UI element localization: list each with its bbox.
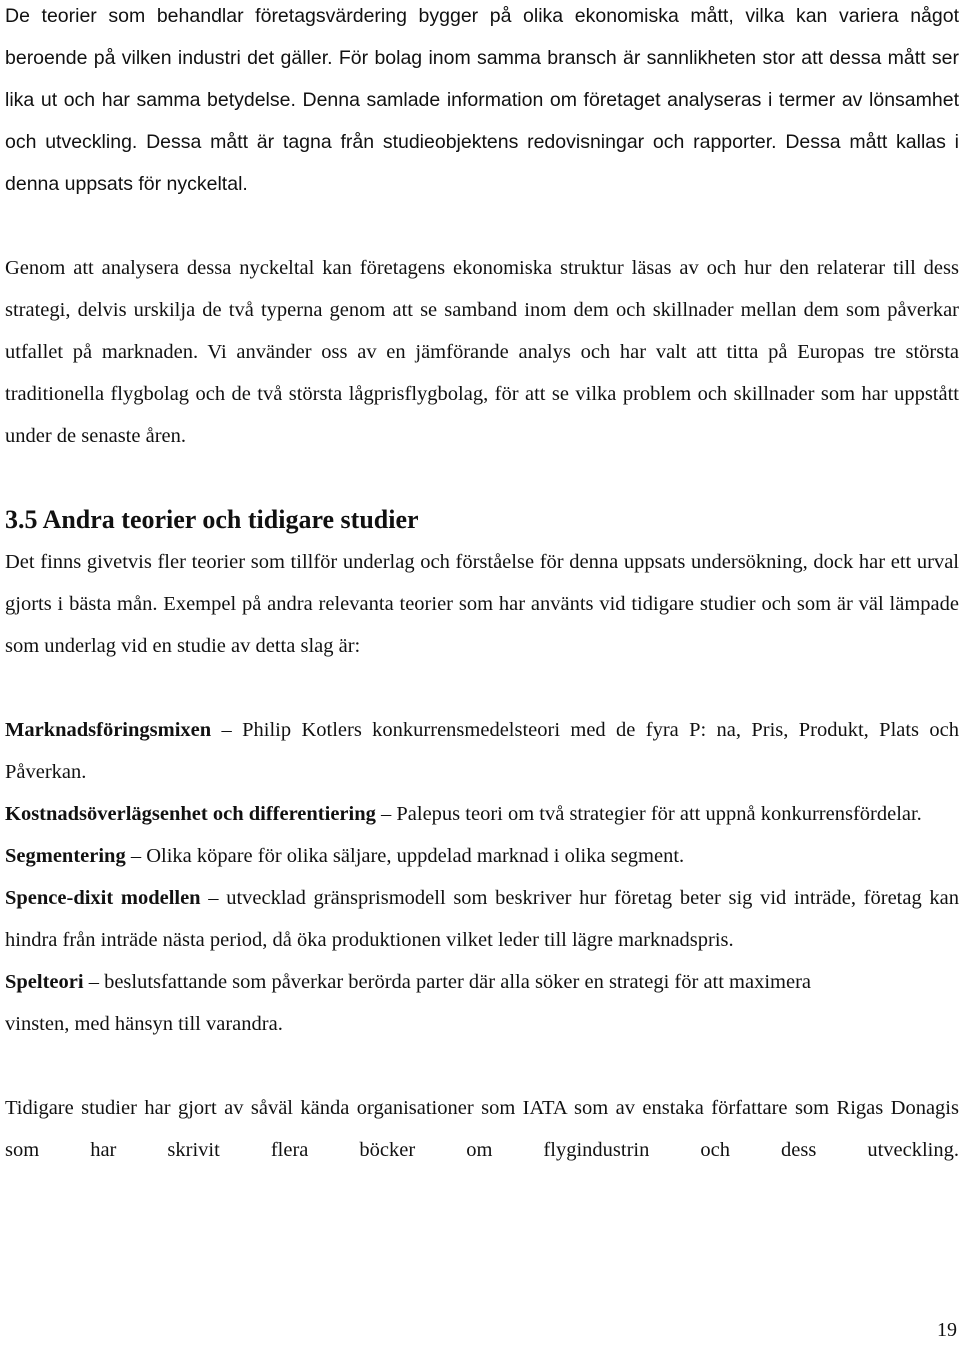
theory-term: Spelteori — [5, 971, 84, 993]
theory-term: Segmentering — [5, 845, 126, 867]
theory-description: – utvecklad gränsprismodell som beskriver hur företag beter sig vid inträde, företag kan hindra från inträde nästa period, då öka produktionen vilket leder till lägre marknadspris. — [5, 887, 959, 951]
section-heading: 3.5 Andra teorier och tidigare studier — [5, 505, 419, 534]
theory-item-segmentation — [5, 835, 959, 877]
theory-item-cost-differentiation — [5, 793, 959, 835]
theory-description: – Palepus teori om två strategier för att uppnå konkurrensfördelar. — [375, 803, 922, 825]
paragraph-previous-studies: Tidigare studier har gjort av såväl kända organisationer som IATA som av enstaka författare som Rigas Donagis som har skrivit flera böcker om flygindustrin och dess utveckling. — [5, 1097, 959, 1161]
theory-item-game-theory — [5, 961, 959, 1045]
theory-description: – beslutsfattande som påverkar berörda parter där alla söker en strategi för att maximera vinsten, med hänsyn till varandra. — [5, 971, 812, 1035]
paragraph-valuation-measures: De teorier som behandlar företagsvärdering bygger på olika ekonomiska mått, vilka kan variera något beroende på vilken industri det gäller. För bolag inom samma bransch är sannlikheten stor att dessa mått ser lika ut och har samma betydelse. Denna samlade information om företaget analyseras i termer av lönsamhet och utveckling. Dessa mått är tagna från studieobjektens redovisningar och rapporter. Dessa mått kallas i denna uppsats för nyckeltal. — [5, 5, 959, 195]
paragraph-key-ratios-analysis: Genom att analysera dessa nyckeltal kan företagens ekonomiska struktur läsas av och hur den relaterar till dess strategi, delvis urskilja de två typerna genom att se samband inom dem och skillnader mellan dem som påverkar utfallet på marknaden. Vi använder oss av en jämförande analys och har valt att titta på Europas tre största traditionella flygbolag och de två största lågprisflygbolag, för att se vilka problem och skillnader som har uppstått under de senaste åren. — [5, 257, 959, 447]
theory-item-spence-dixit — [5, 877, 959, 961]
theory-term: Spence-dixit modellen — [5, 887, 201, 909]
theory-list — [5, 709, 959, 1045]
theory-description: – Philip Kotlers konkurrensmedelsteori med de fyra P: na, Pris, Produkt, Plats och Påverkan. — [5, 719, 959, 783]
theory-term: Marknadsföringsmixen — [5, 719, 212, 741]
theory-item-marketing-mix — [5, 709, 959, 793]
paragraph-other-theories: Det finns givetvis fler teorier som tillför underlag och förståelse för denna uppsats undersökning, dock har ett urval gjorts i bästa mån. Exempel på andra relevanta teorier som har använts vid tidigare studier och som är väl lämpade som underlag vid en studie av detta slag är: — [5, 551, 959, 657]
page-number: 19 — [937, 1319, 957, 1341]
theory-description: – Olika köpare för olika säljare, uppdelad marknad i olika segment. — [125, 845, 685, 867]
document-page — [5, 0, 959, 1171]
theory-term: Kostnadsöverlägsenhet och differentiering — [5, 803, 376, 825]
